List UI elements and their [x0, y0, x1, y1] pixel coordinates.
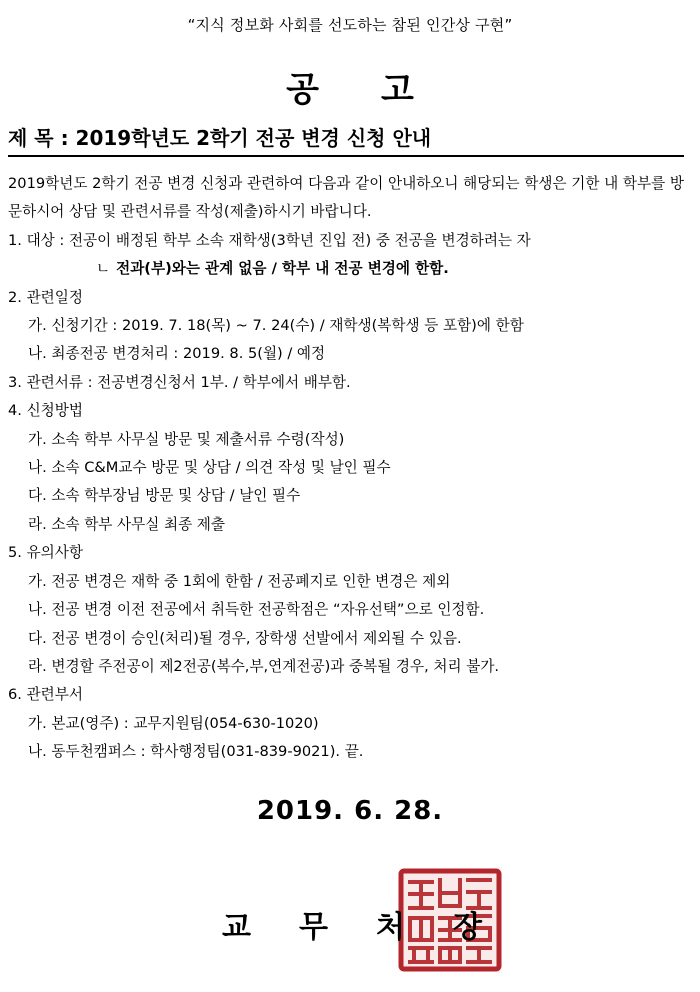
list-item: 가. 소속 학부 사무실 방문 및 제출서류 수령(작성)	[28, 430, 345, 448]
list-item: 다. 전공 변경이 승인(처리)될 경우, 장학생 선발에서 제외될 수 있음.	[28, 629, 462, 647]
section-target-note	[8, 255, 684, 283]
list-item: 라. 소속 학부 사무실 최종 제출	[28, 515, 226, 533]
list-item: 나. 최종전공 변경처리 : 2019. 8. 5(월) / 예정	[28, 345, 326, 363]
list-item: 라. 변경할 주전공이 제2전공(복수,부,연계전공)과 중복될 경우, 처리 불가.	[28, 657, 500, 675]
note-mark: ㄴ	[96, 260, 111, 278]
notice-date: 2019. 6. 28.	[256, 796, 444, 826]
list-item: 나. 소속 C&M교수 방문 및 상담 / 의견 작성 및 날인 필수	[28, 459, 391, 477]
motto: “지식 정보화 사회를 선도하는 참된 인간상 구현”	[187, 16, 513, 34]
intro-paragraph: 2019학년도 2학기 전공 변경 신청과 관련하여 다음과 같이 안내하오니 해당되는 학생은 기한 내 학부를 방문하시어 상담 및 관련서류를 작성(제출)하시기 바랍니다.	[8, 175, 684, 221]
section-method: 4. 신청방법	[8, 402, 83, 420]
issuer-title	[222, 902, 482, 946]
issuer-char: 처	[375, 910, 405, 945]
section-target: 1. 대상 : 전공이 배정된 학부 소속 재학생(3학년 진입 전) 중 전공을 변경하려는 자	[8, 231, 531, 249]
issuer-char: 무	[298, 910, 328, 945]
section-documents: 3. 관련서류 : 전공변경신청서 1부. / 학부에서 배부함.	[8, 373, 351, 391]
subject-line: 제 목 : 2019학년도 2학기 전공 변경 신청 안내	[8, 122, 684, 157]
list-item: 나. 동두천캠퍼스 : 학사행정팀(031-839-9021). 끝.	[28, 743, 364, 761]
section-schedule: 2. 관련일정	[8, 288, 83, 306]
notice-body	[8, 170, 684, 767]
section-departments: 6. 관련부서	[8, 686, 83, 704]
list-item: 나. 전공 변경 이전 전공에서 취득한 전공학점은 “자유선택”으로 인정함.	[28, 601, 485, 619]
issuer-char: 교	[222, 910, 251, 945]
issuer-char: 장	[452, 910, 482, 945]
section-notes: 5. 유의사항	[8, 544, 83, 562]
document-type-title	[0, 62, 700, 111]
document-type-char: 고	[381, 70, 414, 110]
list-item: 가. 전공 변경은 재학 중 1회에 한함 / 전공폐지로 인한 변경은 제외	[28, 572, 451, 590]
note-text: 전과(부)와는 관계 없음 / 학부 내 전공 변경에 한함.	[116, 260, 449, 278]
list-item: 가. 본교(영주) : 교무지원팀(054-630-1020)	[28, 714, 319, 732]
list-item: 다. 소속 학부장님 방문 및 상담 / 날인 필수	[28, 487, 301, 505]
document-type-char: 공	[286, 70, 319, 110]
list-item: 가. 신청기간 : 2019. 7. 18(목) ~ 7. 24(수) / 재학생(복학생 등 포함)에 한함	[28, 317, 524, 335]
